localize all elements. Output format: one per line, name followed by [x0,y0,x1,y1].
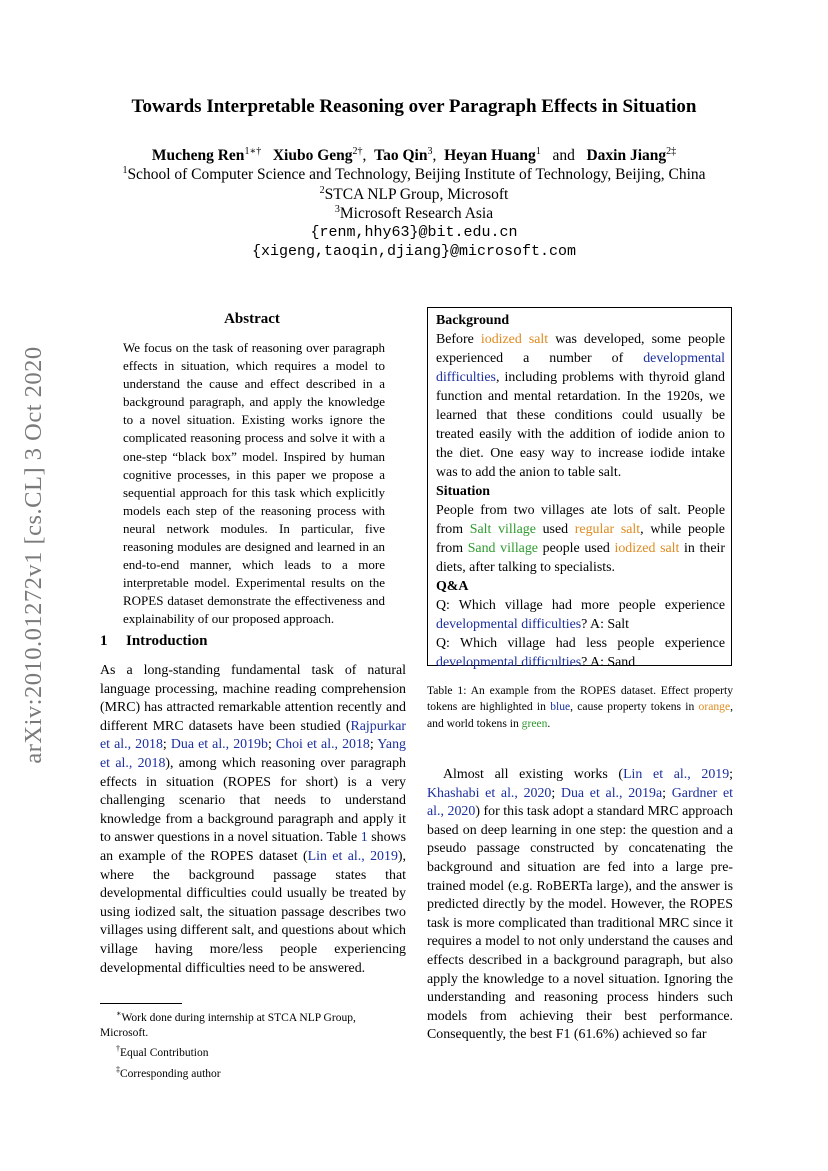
body-text: ; [162,737,171,753]
affiliation-1 [0,165,828,184]
affiliation-mark: 3 [334,204,340,215]
footnote-text: Work done during internship at STCA NLP Group, Microsoft. [100,1011,356,1040]
footnote-mark: ‡ [116,1064,120,1074]
table-text: in their diets, after talking to specialists. [436,541,725,575]
table-caption [427,683,733,732]
body-text: shows an example of the ROPES dataset ( [100,830,406,864]
footnote-2 [100,1041,406,1061]
author-name: Xiubo Geng [272,147,353,165]
footnote-1 [100,1006,406,1041]
table-text: ? A: Salt [581,617,630,632]
affiliation-mark: 1 [122,165,128,176]
caption-color-word: blue [550,700,571,714]
example-table-box [427,307,732,670]
affiliation-mark: 2 [319,185,325,196]
author-mark: 2‡ [666,146,677,157]
body-text: ; [551,785,561,801]
body-text: ; [369,737,378,753]
footnote-text: Equal Contribution [120,1047,209,1060]
caption-text: Table 1: An example from the ROPES dataset. Effect property tokens are highlighted in [427,684,733,714]
caption-color-word: orange [698,700,731,714]
footnote-mark: ∗ [116,1009,122,1018]
footnote-rule [100,1003,182,1004]
section-number: 1 [100,633,108,649]
affiliation-2 [0,185,828,204]
citation-link[interactable]: Yang et al., 2018 [100,737,406,771]
author-name: Tao Qin [374,147,428,165]
abstract-text: We focus on the task of reasoning over paragraph effects in situation, which requires a model to understand the cause and effect described in a background paragraph, and apply the knowledge to a novel situation. Existing works ignore the complicated reasoning process and solve it with a one-step “black box” model. Inspired by human cognitive processes, in this paper we propose a sequential approach for this task which explicitly models each step of the reasoning process with neural network modules. In particular, five reasoning modules are designed and learned in an end-to-end manner, which leads to a more interpretable model. Experimental results on the ROPES dataset demonstrate the effectiveness and explainability of our proposed approach. [123,340,385,627]
citation-link[interactable]: Lin et al., 2019 [623,767,730,782]
author-mark: 1 [535,146,541,157]
table-text: , including problems with thyroid gland function and mental retardation. In the 1920s, we learned that these conditions could usually be treated easily with the addition of iodide anion to the diet. One easy way to increase iodide intake was to add the anion to table salt. [436,370,725,480]
table-text: Q: Which village had less people experience [436,636,725,651]
arxiv-identifier: arXiv:2010.01272v1 [cs.CL] 3 Oct 2020 [20,346,47,764]
caption-text: , and world tokens in [427,700,733,730]
table-situation-text [436,501,725,577]
author-name: Daxin Jiang [586,147,667,165]
citation-link[interactable]: Khashabi et al., 2020 [427,785,552,801]
section-title: Introduction [126,633,208,649]
citation-link[interactable]: Rajpurkar et al., 2018 [100,718,406,753]
affiliation-text: Microsoft Research Asia [339,205,494,223]
body-text: ), where the background passage states that developmental difficulties could usually be treated by using iodized salt, the situation passage describes two villages using different salt, and questions about which village having more/less people experiencing developmental difficulties need to be answered. [100,848,406,976]
caption-text: . [547,716,551,730]
footnote-text: Corresponding author [120,1067,221,1080]
world-token: Salt village [469,522,536,537]
table-background-text [436,330,725,482]
table-text: Before [436,332,481,347]
table-question-2 [436,634,725,672]
body-text: ), among which reasoning over paragraph effects in situation (ROPES for short) is a very challenging scenario that needs to understand knowledge from a background paragraph and apply it to answer questions in a novel situation. Table [100,755,406,846]
email-line-1: {renm,hhy63}@bit.edu.cn [310,224,518,241]
citation-link[interactable]: Gardner et al., 2020 [427,785,733,820]
footnote-3 [100,1062,406,1082]
body-text: Almost all existing works ( [443,767,624,782]
author-conjunction: and [552,147,575,165]
world-token: Sand village [467,541,538,556]
affiliation-text: School of Computer Science and Technology, Beijing Institute of Technology, Beijing, China [127,166,706,184]
author-list: Mucheng Ren$^{1∗\dagger}$ Xiubo Geng$^{2\dagger}$, Tao Qin$^3$, Heyan Huang$^1$ and Daxin Jiang$^{2\ddagger}$ [151,146,677,165]
table-situation-heading: Situation [436,484,491,499]
author-mark: 1∗† [244,146,262,157]
cause-token: regular salt [574,522,641,537]
author-mark: 2† [352,146,363,157]
citation-link[interactable]: Dua et al., 2019b [170,737,268,753]
affiliation-3 [0,204,828,223]
citation-link[interactable]: Choi et al., 2018 [275,737,370,753]
cause-token: iodized salt [480,332,549,347]
effect-token: developmental difficulties [436,617,582,632]
footnotes [100,1006,406,1082]
paper-title: Towards Interpretable Reasoning over Paragraph Effects in Situation [131,96,697,117]
caption-text: , cause property tokens in [570,700,699,714]
affiliation-text: STCA NLP Group, Microsoft [324,186,509,204]
footnote-mark: † [116,1044,120,1054]
citation-link[interactable]: Lin et al., 2019 [307,848,398,864]
table-text: was developed, some people experienced a number of [436,332,725,366]
table-text: Q: Which village had more people experience [436,598,725,613]
table-ref-link[interactable]: 1 [360,830,368,846]
body-text: ; [267,737,276,753]
abstract-heading: Abstract [224,311,280,327]
table-question-1 [436,596,725,634]
table-text: people used [537,541,615,556]
body-text: As a long-standing fundamental task of natural language processing, machine reading comprehension (MRC) has attracted remarkable attention recently and different MRC datasets have been studied ( [100,663,406,734]
body-text: ; [662,785,672,801]
table-background-heading: Background [436,313,510,328]
intro-paragraph-2 [427,766,733,1045]
table-text: , while people from [436,522,725,556]
author-name: Mucheng Ren [151,147,245,165]
table-text: ? A: Sand [581,655,636,670]
caption-color-word: green [521,716,548,730]
email-line-2: {xigeng,taoqin,djiang}@microsoft.com [251,243,577,260]
author-name: Heyan Huang [444,147,536,165]
body-text: ) for this task adopt a standard MRC approach based on deep learning in one step: the question and a pseudo passage constructed by concatenating the background and situation are fed into a large pre-trained model (e.g. RoBERTa large), and the answer is predicted directly by the model. However, the ROPES task is more complicated than traditional MRC since it requires a model to not only understand the causes and effects described in a background paragraph, but also apply the knowledge to a novel situation. Ignoring the understanding and reasoning process hinders such models from achieving their best performance. Consequently, the best F1 (61.6%) achieved so far [427,804,733,1043]
arxiv-side-stamp [20,220,54,890]
citation-link[interactable]: Dua et al., 2019a [560,785,663,801]
effect-token: developmental difficulties [436,655,582,670]
section-heading-introduction [100,633,207,650]
effect-token: developmental difficulties [436,351,725,385]
intro-paragraph-1 [100,662,406,978]
cause-token: iodized salt [614,541,680,556]
author-mark: 3 [427,146,433,157]
table-text: used [535,522,575,537]
body-text: ; [729,767,734,782]
table-text: People from two villages ate lots of salt. People from [436,503,725,537]
table-qa-heading: Q&A [436,579,469,594]
